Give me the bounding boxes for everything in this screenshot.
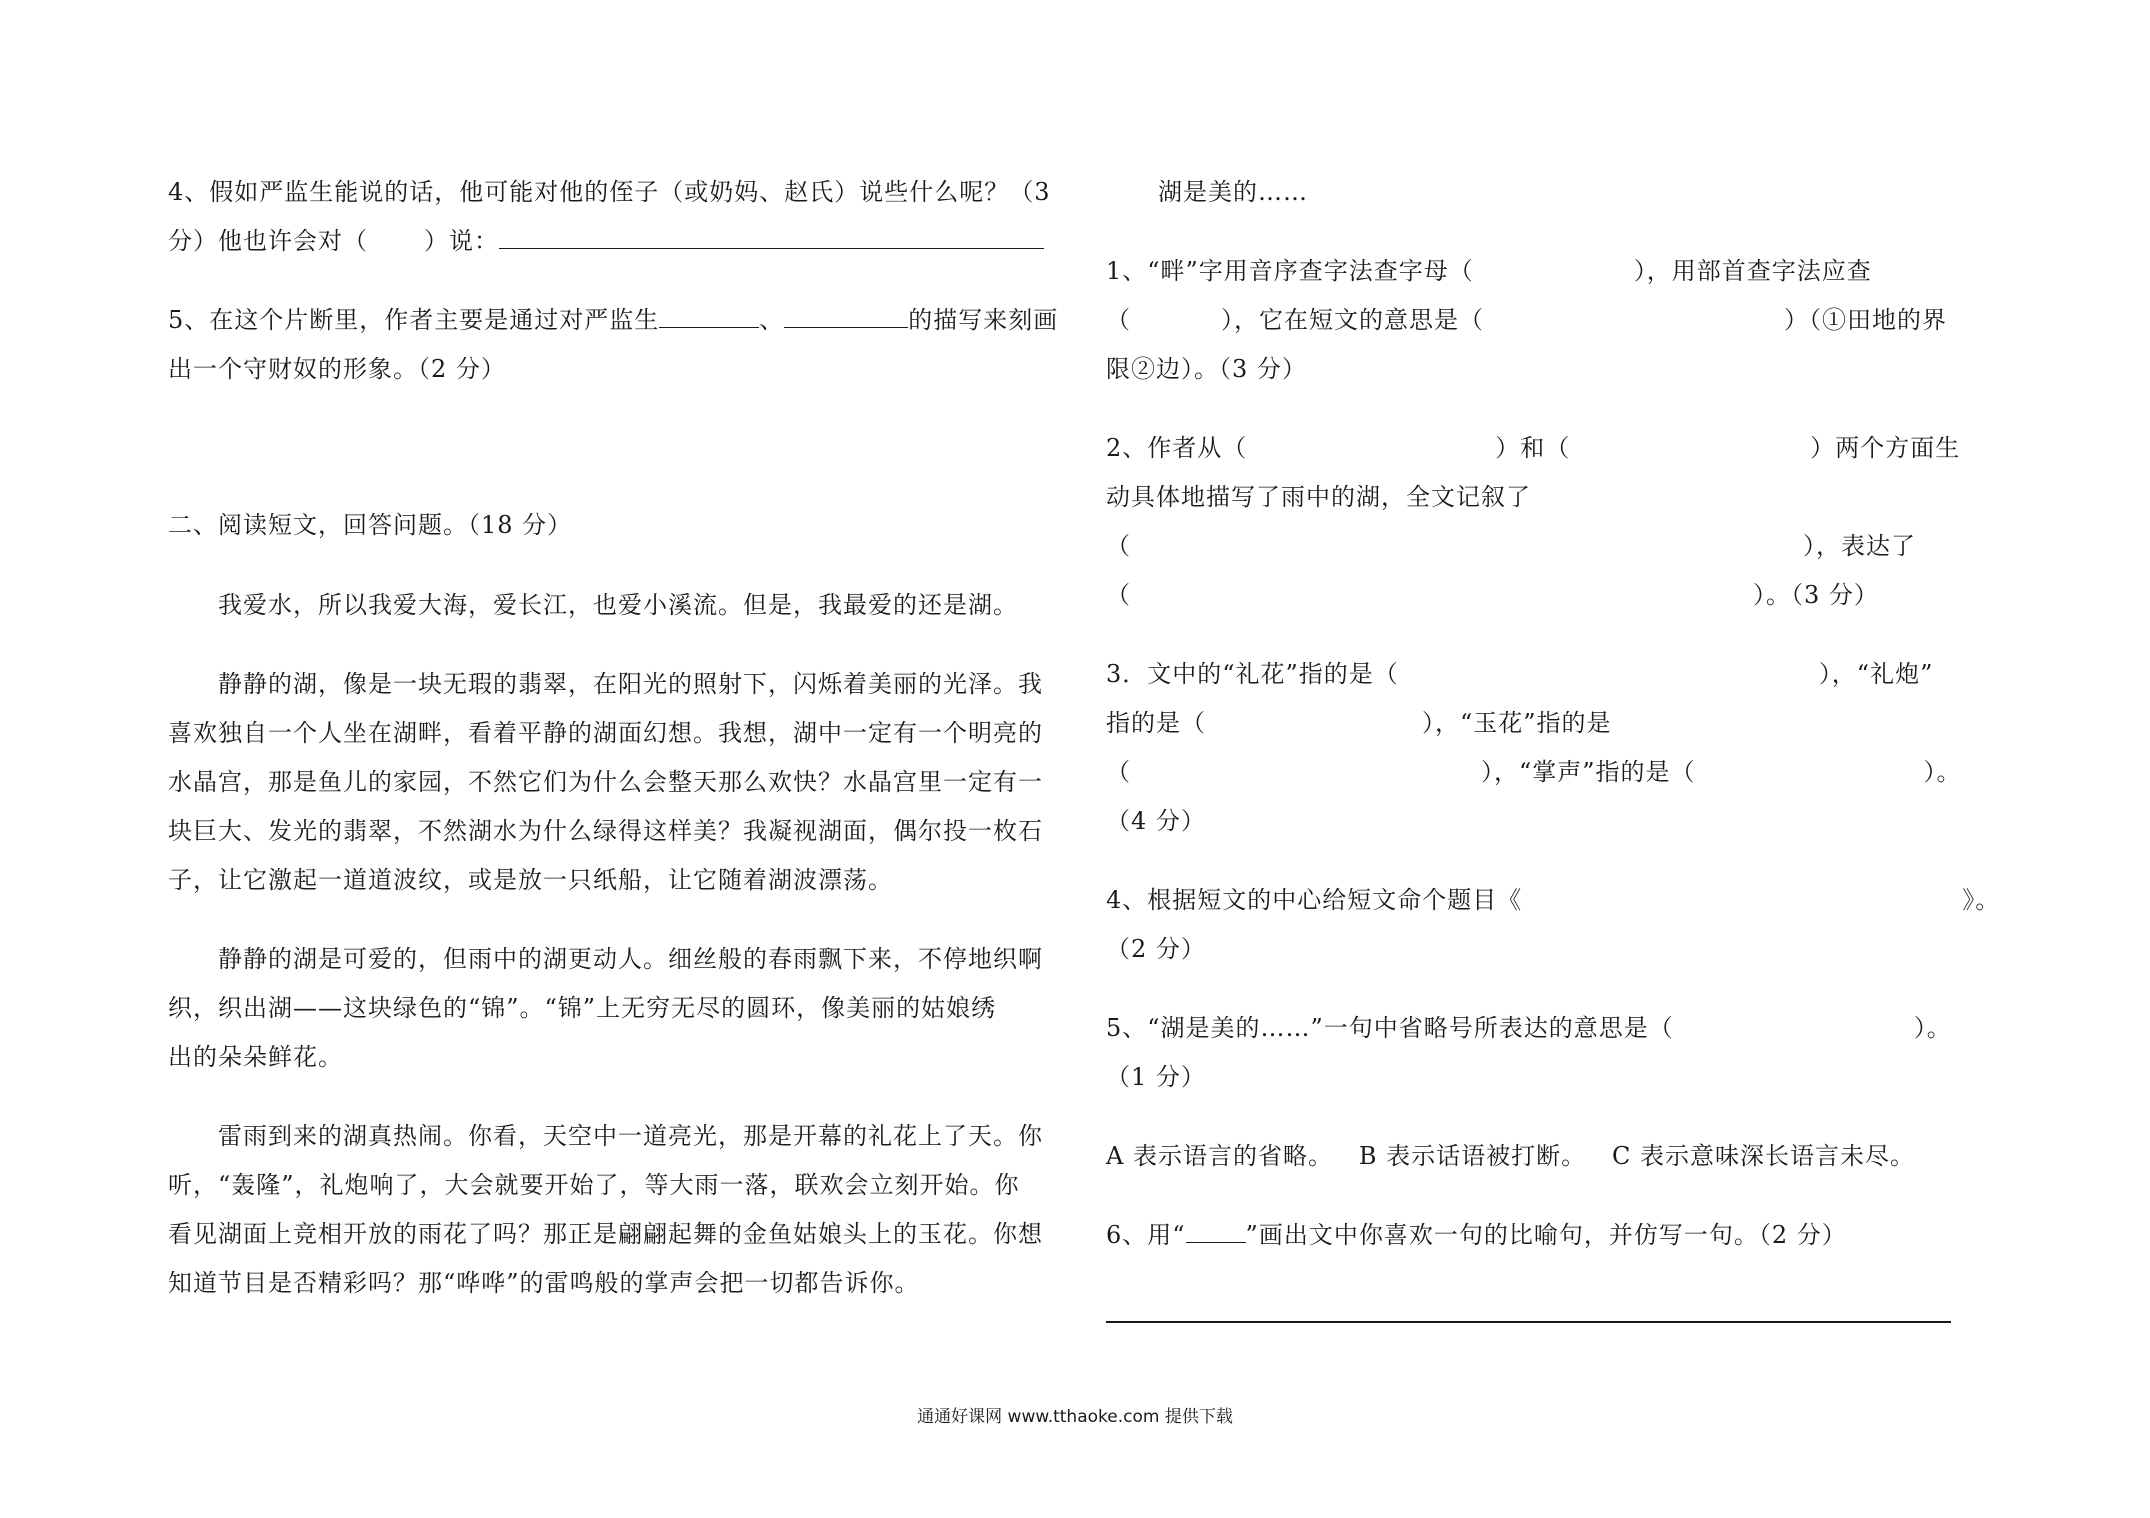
passage-end: 湖是美的……: [1158, 178, 1308, 206]
passage-p2-line: 静静的湖，像是一块无瑕的翡翠，在阳光的照射下，闪烁着美丽的光泽。我: [218, 670, 1043, 698]
rq4-text-b: 》。: [1962, 886, 2001, 914]
rq4-text-a: 4、根据短文的中心给短文命个题目《: [1106, 886, 1523, 914]
rq2-line1: [1106, 432, 1960, 464]
rq3-text-c: 指的是（: [1106, 709, 1206, 737]
rq2-text-f: （: [1106, 581, 1131, 609]
passage-p4-line: 雷雨到来的湖真热闹。你看，天空中一道亮光，那是开幕的礼花上了天。你: [218, 1122, 1043, 1150]
passage-p4-line: 听，“轰隆”，礼炮响了，大会就要开始了，等大雨一落，联欢会立刻开始。你: [168, 1171, 1020, 1199]
rq3-text-d: ），“玉花”指的是: [1422, 709, 1612, 737]
q5-blank-2: [784, 307, 908, 328]
rq3-line2: [1106, 707, 1612, 739]
rq3-text-g: ）。: [1923, 758, 1962, 786]
rq3-text-e: （: [1106, 758, 1131, 786]
q4-answer-line: [499, 228, 1044, 249]
rq1-text-e: ）（①田地的界: [1784, 306, 1947, 334]
rq6-sample-underline: [1186, 1222, 1246, 1243]
footer-credit: 通通好课网 www.tthaoke.com 提供下载: [917, 1407, 1233, 1427]
passage-p4-line: 知道节目是否精彩吗？那“哗哗”的雷鸣般的掌声会把一切都告诉你。: [168, 1269, 920, 1297]
rq1-text-a: 1、“畔”字用音序查字法查字母（: [1106, 257, 1474, 285]
rq5-options: A 表示语言的省略。 B 表示话语被打断。 C 表示意味深长语言未尽。: [1106, 1142, 1915, 1170]
passage-p3-line: 静静的湖是可爱的，但雨中的湖更动人。细丝般的春雨飘下来，不停地织啊: [218, 945, 1043, 973]
rq4-line1: [1106, 884, 2000, 916]
rq5-text-b: ）。: [1913, 1014, 1952, 1042]
rq5-line1: [1106, 1012, 1952, 1044]
passage-p4-line: 看见湖面上竞相开放的雨花了吗？那正是翩翩起舞的金鱼姑娘头上的玉花。你想: [168, 1220, 1043, 1248]
q5-line2: 出一个守财奴的形象。（2 分）: [168, 355, 506, 383]
section2-title: 二、阅读短文，回答问题。（18 分）: [168, 511, 573, 539]
q4-line2: [168, 225, 1044, 257]
rq3-text-f: ），“掌声”指的是（: [1481, 758, 1696, 786]
passage-p2-line: 喜欢独自一个人坐在湖畔，看着平静的湖面幻想。我想，湖中一定有一个明亮的: [168, 719, 1043, 747]
q5-text-b: 的描写来刻画: [908, 306, 1059, 334]
q4-text-b: ）说：: [424, 227, 499, 255]
passage-p2-line: 子，让它激起一道道波纹，或是放一只纸船，让它随着湖波漂荡。: [168, 866, 893, 894]
rq2-line2: 动具体地描写了雨中的湖，全文记叙了: [1106, 483, 1531, 511]
passage-p3-line: 织，织出湖——这块绿色的“锦”。“锦”上无穷无尽的圆环，像美丽的姑娘绣: [168, 994, 997, 1022]
rq6-text-b: ”画出文中你喜欢一句的比喻句，并仿写一句。（2 分）: [1245, 1221, 1847, 1249]
passage-p1: 我爱水，所以我爱大海，爱长江，也爱小溪流。但是，我最爱的还是湖。: [218, 591, 1018, 619]
rq1-text-c: （: [1106, 306, 1131, 334]
rq2-text-g: ）。（3 分）: [1753, 581, 1879, 609]
rq2-text-d: （: [1106, 532, 1131, 560]
rq3-text-b: ），“礼炮”: [1818, 660, 1934, 688]
rq2-text-b: ）和（: [1495, 434, 1571, 462]
q5-blank-1: [659, 307, 759, 328]
rq6-answer-line: [1106, 1321, 1951, 1323]
rq2-line3: [1106, 530, 1916, 562]
rq3-line4: （4 分）: [1106, 807, 1206, 835]
passage-p3-line: 出的朵朵鲜花。: [168, 1043, 343, 1071]
rq1-line3: 限②边）。（3 分）: [1106, 355, 1307, 383]
rq4-line2: （2 分）: [1106, 935, 1206, 963]
q4-line1: 4、假如严监生能说的话，他可能对他的侄子（或奶妈、赵氏）说些什么呢？（3: [168, 178, 1051, 206]
rq2-text-c: ）两个方面生: [1810, 434, 1961, 462]
rq2-text-a: 2、作者从（: [1106, 434, 1248, 462]
q5-sep: 、: [759, 306, 785, 334]
rq6-text-a: 6、用“: [1106, 1221, 1186, 1249]
rq1-line1: [1106, 255, 1872, 287]
rq3-line1: [1106, 658, 1933, 690]
rq5-text-a: 5、“湖是美的……”一句中省略号所表达的意思是（: [1106, 1014, 1674, 1042]
q4-text-a: 分）他也许会对（: [168, 227, 368, 255]
rq2-text-e: ），表达了: [1803, 532, 1916, 560]
rq1-line2: [1106, 304, 1947, 336]
rq1-text-d: ），它在短文的意思是（: [1221, 306, 1484, 334]
passage-p2-line: 块巨大、发光的翡翠，不然湖水为什么绿得这样美？我凝视湖面，偶尔投一枚石: [168, 817, 1043, 845]
rq2-line4: [1106, 579, 1879, 611]
passage-p2-line: 水晶宫，那是鱼儿的家园，不然它们为什么会整天那么欢快？水晶宫里一定有一: [168, 768, 1043, 796]
rq3-text-a: 3．文中的“礼花”指的是（: [1106, 660, 1399, 688]
q5-text-a: 5、在这个片断里，作者主要是通过对严监生: [168, 306, 660, 334]
rq1-text-b: ），用部首查字法应查: [1633, 257, 1872, 285]
rq6-line: [1106, 1219, 1847, 1251]
q5-line1: [168, 304, 1058, 336]
rq5-line2: （1 分）: [1106, 1063, 1206, 1091]
rq3-line3: [1106, 756, 1962, 788]
